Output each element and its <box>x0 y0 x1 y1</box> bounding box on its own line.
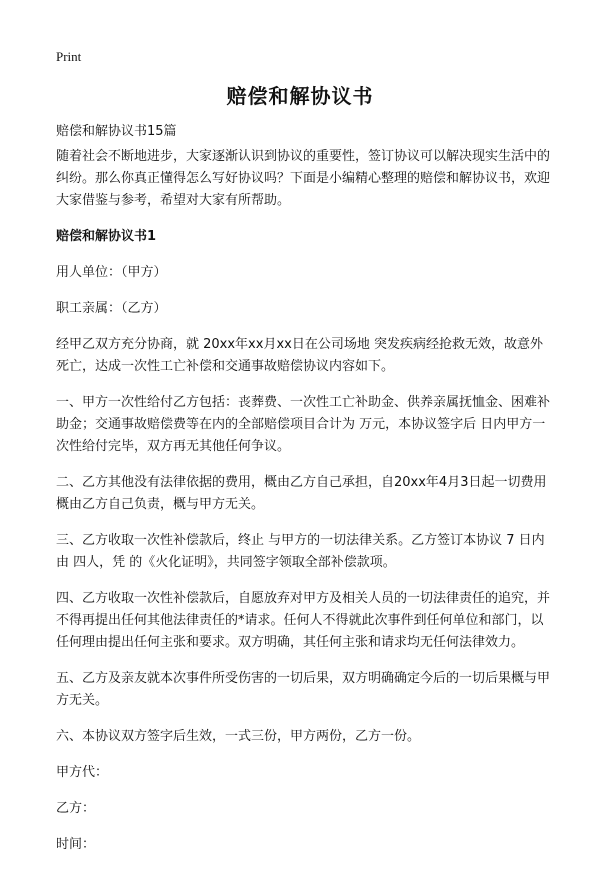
clause-3: 三、乙方收取一次性补偿款后，终止 与甲方的一切法律关系。乙方签订本协议 7 日内由 四人，凭 的《火化证明》，共同签字领取全部补偿款项。 <box>56 533 545 570</box>
family-line: 职工亲属：（乙方） <box>56 301 167 316</box>
preamble-paragraph: 经甲乙双方充分协商，就 20xx年xx月xx日在公司场地 突发疾病经抢救无效，故意外死亡，达成一次性工亡补偿和交通事故赔偿协议内容如下。 <box>56 337 543 374</box>
clause-6: 六、本协议双方签字后生效，一式三份，甲方两份，乙方一份。 <box>56 729 421 744</box>
print-link[interactable]: Print <box>56 49 82 64</box>
clause-4: 四、乙方收取一次性补偿款后，自愿放弃对甲方及相关人员的一切法律责任的追究，并不得再提出任何其他法律责任的*请求。任何人不得就此次事件到任何单位和部门，以任何理由提出任何主张和要求。双方明确，其任何主张和请求均无任何法律效力。 <box>56 591 551 650</box>
document-body <box>56 146 552 870</box>
signature-party-b: 乙方： <box>56 801 96 816</box>
signature-time: 时间： <box>56 837 96 852</box>
document-subtitle: 赔偿和解协议书15篇 <box>56 124 177 139</box>
signature-party-a: 甲方代： <box>56 765 109 780</box>
section-heading: 赔偿和解协议书1 <box>56 229 157 244</box>
clause-5: 五、乙方及亲友就本次事件所受伤害的一切后果，双方明确确定今后的一切后果概与甲方无关。 <box>56 671 551 708</box>
intro-paragraph: 随着社会不断地进步，大家逐渐认识到协议的重要性，签订协议可以解决现实生活中的纠纷。那么你真正懂得怎么写好协议吗？下面是小编精心整理的赔偿和解协议书，欢迎大家借鉴与参考，希望对大家有所帮助。 <box>56 149 551 208</box>
employer-line: 用人单位：（甲方） <box>56 265 167 280</box>
page-title: 赔偿和解协议书 <box>226 84 374 108</box>
clause-1: 一、甲方一次性给付乙方包括：丧葬费、一次性工亡补助金、供养亲属抚恤金、困难补助金；交通事故赔偿费等在内的全部赔偿项目合计为 万元，本协议签字后 日内甲方一次性给付完毕，双方再无其他任何争议。 <box>56 395 551 454</box>
clause-2: 二、乙方其他没有法律依据的费用，概由乙方自己承担，自20xx年4月3日起一切费用概由乙方自己负责，概与甲方无关。 <box>56 475 547 512</box>
